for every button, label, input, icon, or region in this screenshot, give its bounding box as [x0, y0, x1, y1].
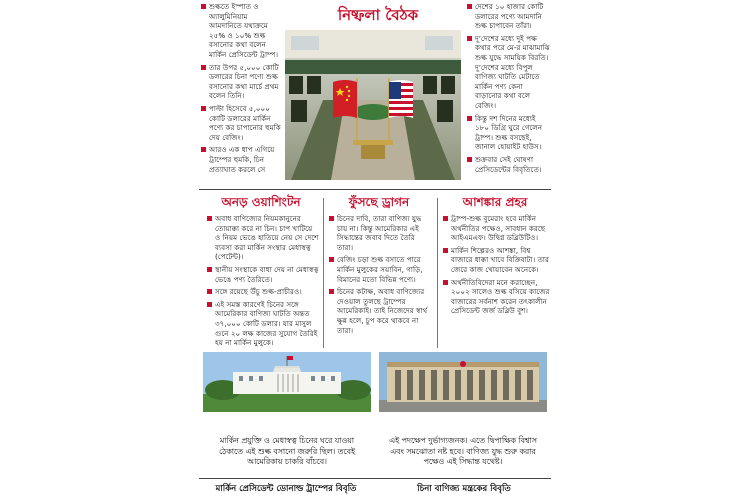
divider — [199, 478, 551, 479]
left-column — [201, 2, 281, 177]
section-bullet: সঙ্গে রয়েছে উঁচু শুল্ক-প্রাচীরও। — [207, 287, 319, 297]
right-bullet: দু’দেশের মধ্যে দুই পক্ষ কথার পরে মে-র মাঝামাঝি শুল্ক যুদ্ধে সাময়িক বিরতি। দু’দেশের মধ্যে বিপুল বাণিজ্য ঘাটতি মেটাতে মার্কিন পণ্য কেনা বাড়ানোর কথা বলে বেজিং। — [467, 34, 551, 111]
page-title: নিষ্ফলা বৈঠক — [337, 6, 419, 24]
section-bullet: চিনের দাবি, তারা বাণিজ্য যুদ্ধ চায় না। কিন্তু আমেরিকার এই সিদ্ধান্তের জবাব দিতে তৈরি তারা। — [329, 214, 433, 252]
section-bullet: অবাধ বাণিজ্যের নিয়মকানুনের তোয়াক্কা করে না চিন। চাপ খাটিয়ে ও নিয়ম ভেঙে হাতিয়ে নেয় সে দেশে ব্যবসা করা মার্কিন সংস্থার মেধাস্বত্ব (পেটেন্ট)। — [207, 214, 319, 262]
section-heading: অনড় ওয়াশিংটন — [221, 195, 301, 209]
right-bullet: দেশের ১০ হাজার কোটি ডলারের পণ্যে আমদানি শুল্ক চাপাবেন তাঁরা। — [467, 2, 551, 31]
white-house-photo — [203, 352, 371, 412]
divider — [199, 189, 551, 190]
quote-china: এই পদক্ষেপ দুর্ভাগ্যজনক। এতে দ্বিপাক্ষিক বিশ্বাস এবং সমঝোতা নষ্ট হবে। বাণিজ্য যুদ্ধ শুরু করার পক্ষেও এই সিদ্ধান্ত যথেষ্ট। — [389, 436, 537, 466]
right-column — [467, 2, 551, 177]
section-washington — [207, 214, 319, 351]
flags-photo — [285, 30, 461, 180]
left-bullet: আরও এক ধাপ এগিয়ে ট্রাম্পের হুমকি, চিন প্রত্যাঘাত করলে সে — [201, 145, 281, 174]
column-divider — [437, 198, 438, 348]
section-bullet: অর্থনীতিবিদেরা মনে করাচ্ছেন, ২০০২ সালেও শুল্ক বসিয়ে কাজের বাজারের সর্বনাশ করেন তৎকালীন প্রেসিডেন্ট জর্জ ডব্লিউ বুশ। — [443, 278, 551, 316]
beijing-box — [379, 352, 547, 467]
section-bullet: চিনের কটাক্ষ, অবাধ বাণিজ্যের দেওয়াল তুলছে ট্রাম্পের আমেরিকাই। তাই নিজেদের স্বার্থ ক্ষুন্ন হলে, চুপ করে থাকবে না তারা। — [329, 287, 433, 335]
right-bullet: শুক্রবার সেই ঘোষণা প্রেসিডেন্টের বিবৃতিতে। — [467, 155, 551, 174]
attribution-us: মার্কিন প্রেসিডেন্ট ডোনাল্ড ট্রাম্পের বিবৃতি — [215, 484, 357, 494]
right-bullet: কিন্তু দশ দিনের মধ্যেই ১৮০ ডিগ্রি ঘুরে গেলেন ট্রাম্প। শুল্ক বসছেই, জানাল হোয়াইট হাউস। — [467, 114, 551, 152]
section-bullet: মার্কিন শিল্পেরও আশঙ্কা, বিশ্ব বাজারে ধাক্কা খাবে বিক্রিবাটা। তার জেরে কাজ খোয়াবেন অনেকে। — [443, 246, 551, 275]
section-fear — [443, 214, 551, 319]
column-divider — [323, 198, 324, 348]
great-hall-photo — [379, 352, 547, 412]
section-dragon — [329, 214, 433, 338]
section-bullet: ট্রাম্প-শুল্ক বুমেরাং হবে মার্কিন অর্থনীতির পক্ষেও, সাবধান করছে আইএমএফ। উদ্বিগ্ন ডব্লিউটিও। — [443, 214, 551, 243]
section-heading: আশঙ্কার প্রহর — [462, 195, 528, 209]
section-heading: ফুঁসছে ড্রাগন — [348, 195, 410, 209]
white-house-box — [203, 352, 371, 467]
left-bullet: তার উপর ৫,০০০ কোটি ডলারের চিনা পণ্যে শুল্ক বসানোর কথা মার্চে প্রথম বলেন তিনি। — [201, 63, 281, 101]
quote-us: মার্কিন প্রযুক্তি ও মেধাস্বত্ব চিনের ঘরে যাওয়া ঠেকাতে এই শুল্ক বসানো জরুরি ছিল। তবেই আমেরিকায় চাকরি বাঁচবে। — [218, 436, 356, 466]
section-bullet: বেজিং চড়া শুল্ক বসাতে পারে মার্কিন মুলুকের সয়াবিন, গাড়ি, বিমানের মতো বিভিন্ন পণ্যে। — [329, 255, 433, 284]
section-bullet: এই সমস্ত কারণেই চিনের সঙ্গে আমেরিকার বাণিজ্য ঘাটতি অন্তত ৩৭,০০০ কোটি ডলার। যার মাসুল গুনে ২০ লক্ষ কাজের সুযোগ তৈরিই হয় না মার্কিন মুলুকে। — [207, 300, 319, 348]
newspaper-page — [195, 0, 555, 500]
flags-photo-image — [285, 30, 461, 180]
section-bullet: স্থানীয় সংস্থাকে বাধা দেয় না মেধাস্বত্ব ভেঙে পণ্য তৈরিতে। — [207, 265, 319, 284]
left-bullet: শুল্কতে ইস্পাত ও অ্যালুমিনিয়াম আমদানিতে যথাক্রমে ২৫% ও ১০% শুল্ক বসানোর কথা বলেন মার্কিন প্রেসিডেন্ট ট্রাম্প। — [201, 2, 281, 60]
left-bullet: পাল্টা হিসেবে ৫,০০০ কোটি ডলারের মার্কিন পণ্যে কর চাপানোর হুমকি দেয় বেজিং। — [201, 104, 281, 142]
attribution-china: চিনা বাণিজ্য মন্ত্রকের বিবৃতি — [417, 484, 511, 494]
